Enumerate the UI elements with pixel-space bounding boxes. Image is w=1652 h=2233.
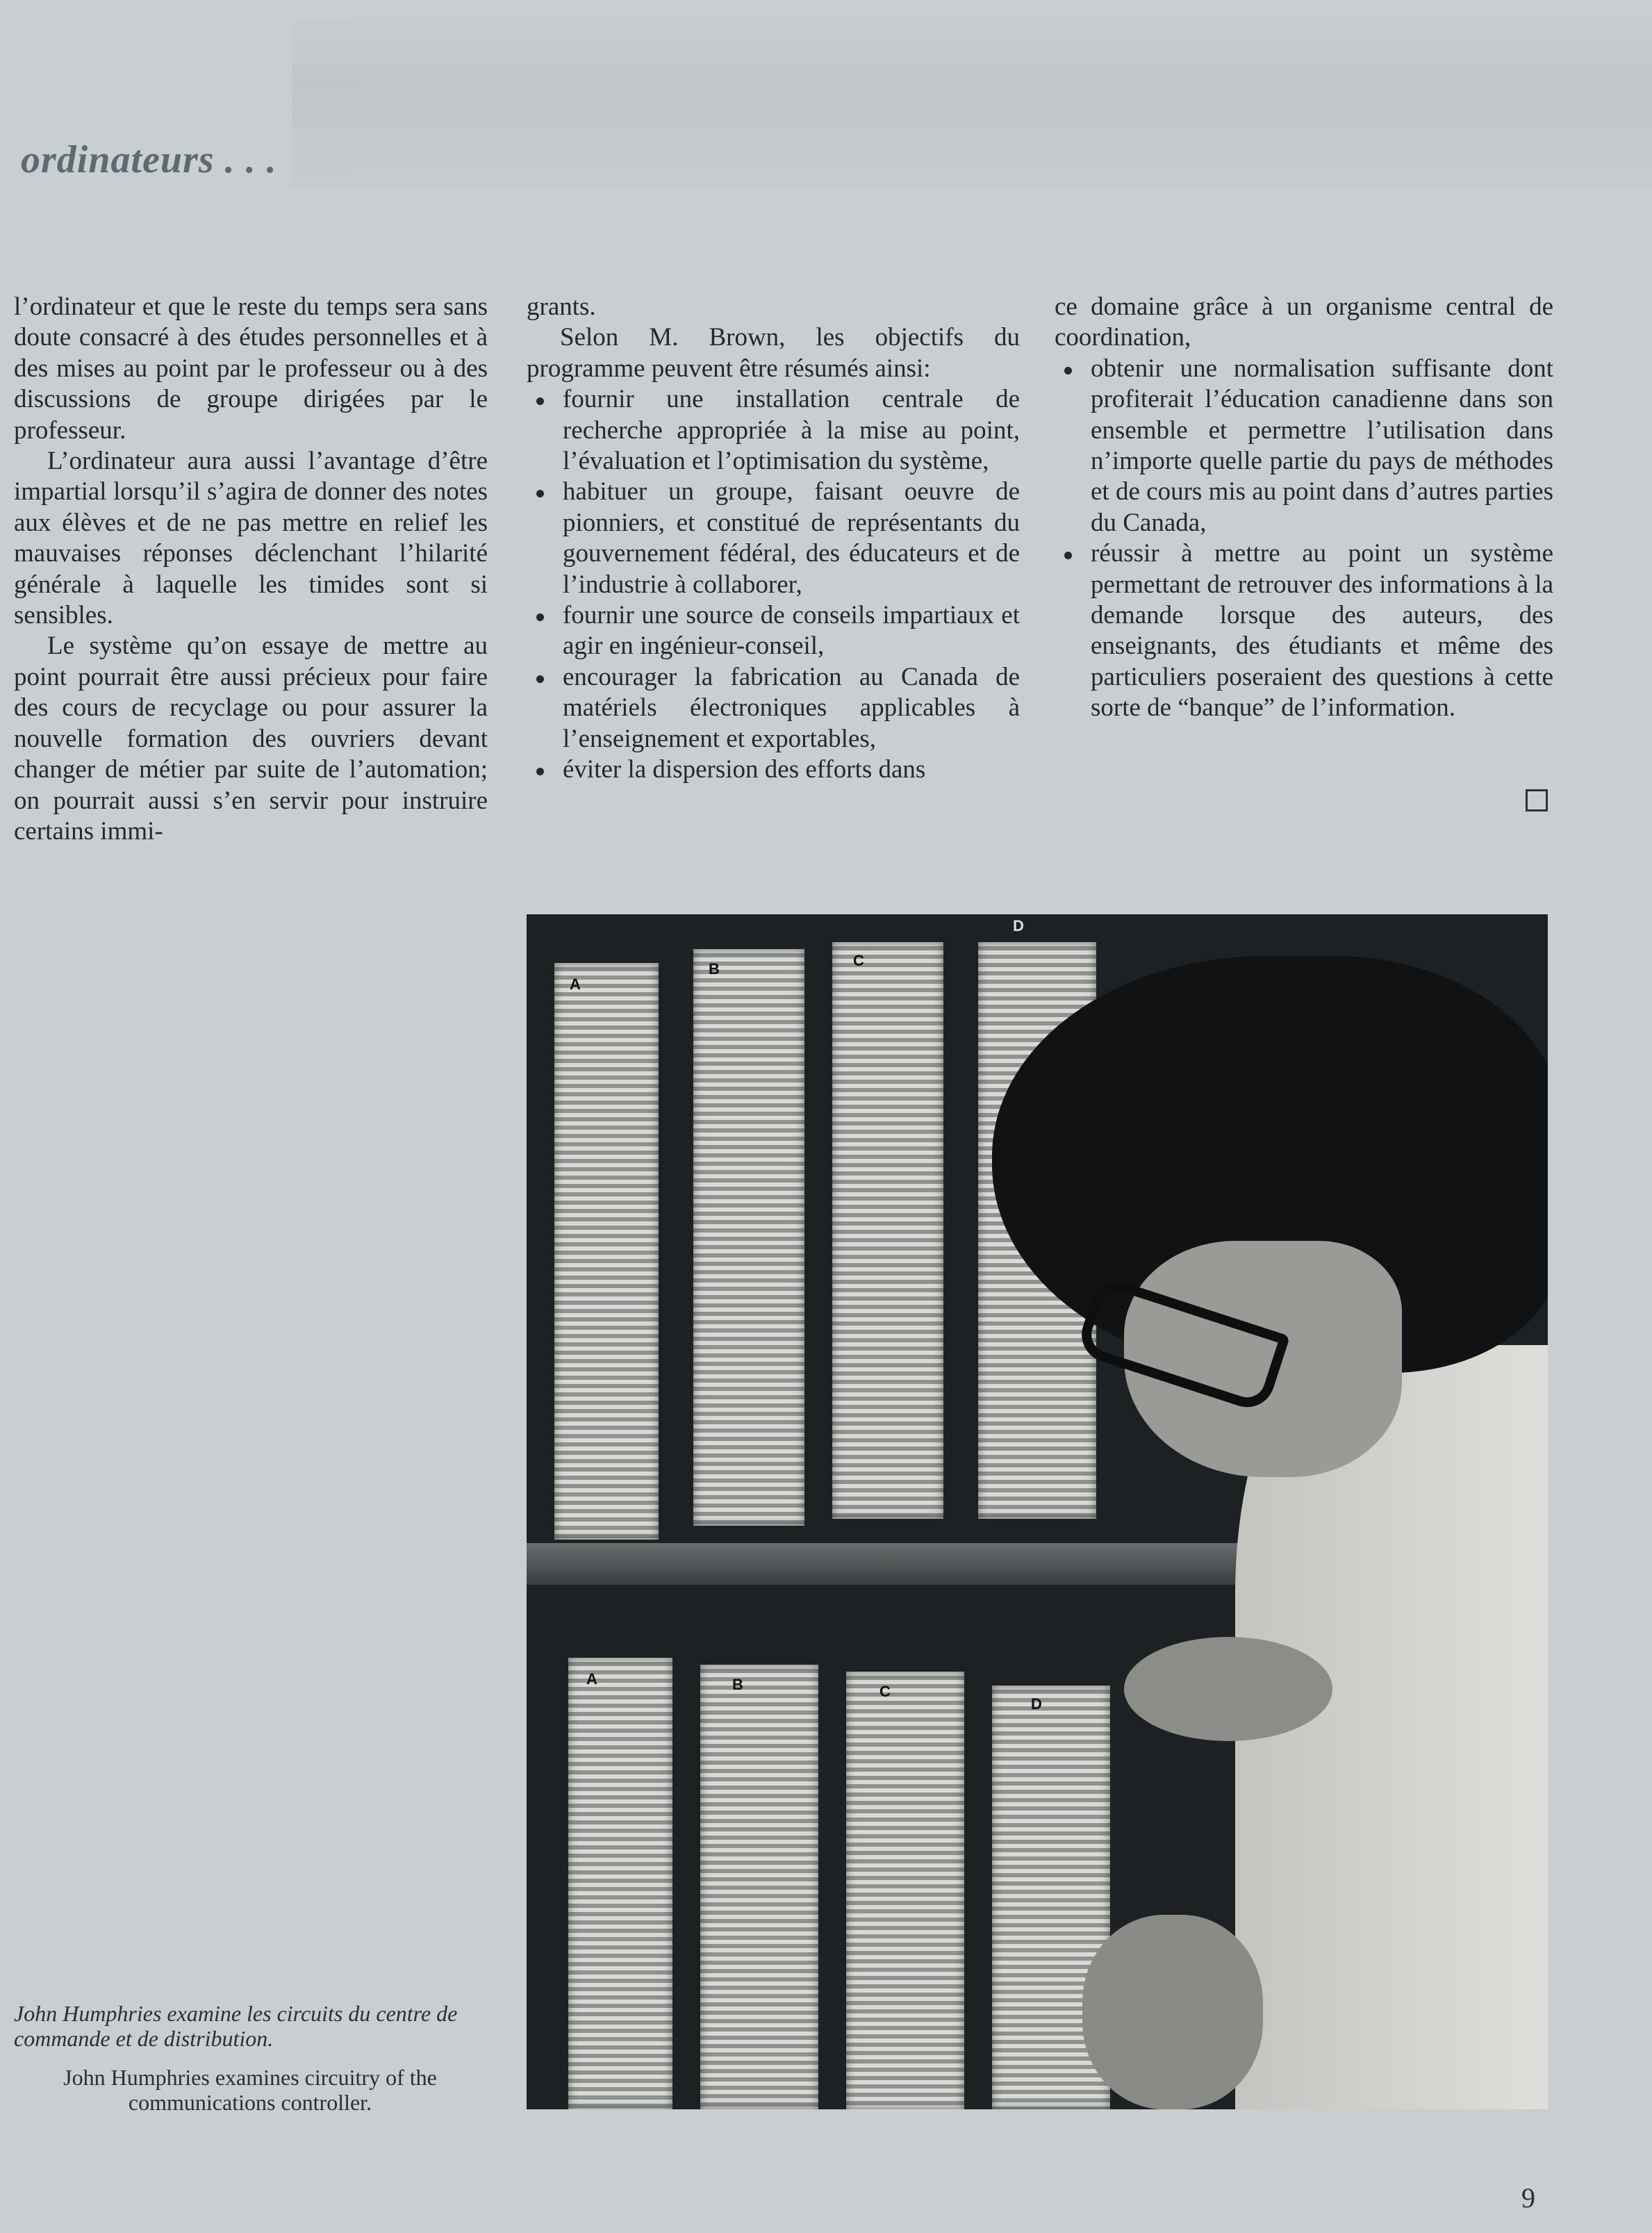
end-of-article-mark bbox=[1526, 789, 1548, 811]
list-item: habituer un groupe, faisant oeuvre de pionniers, et constitué de représentants du gouvernement fédéral, des éducateurs et de l’industrie à collaborer, bbox=[527, 477, 1020, 600]
rack-label: D bbox=[1013, 917, 1024, 934]
section-header: ordinateurs . . . bbox=[21, 138, 277, 181]
page-number: 9 bbox=[1521, 2182, 1535, 2214]
rack-label: C bbox=[853, 952, 864, 969]
list-item: fournir une installation centrale de recherche appropriée à la mise au point, l’évaluation et l’optimisation du système, bbox=[527, 384, 1020, 477]
technician-hand bbox=[1124, 1637, 1332, 1741]
rack-label: A bbox=[586, 1670, 597, 1688]
paragraph: l’ordinateur et que le reste du temps sera sans doute consacré à des études personnelles et à des mises au point par le professeur ou à des discussions de groupe dirigées par le professeur. bbox=[14, 292, 488, 445]
list-item: réussir à mettre au point un système permettant de retrouver des informations à la demande lorsque des auteurs, des enseignants, des étudiants et même des particuliers poseraient des questions à cette sorte de “banque” de l’information. bbox=[1055, 538, 1553, 723]
rack-label: C bbox=[879, 1683, 891, 1700]
list-item: obtenir une normalisation suffisante dont profiterait l’éducation canadienne dans son ensemble et permettre l’utilisation dans n’importe quelle partie du pays de méthodes et de cours mis au point dans d’autres parties du Canada, bbox=[1055, 354, 1553, 538]
paragraph: grants. bbox=[527, 292, 596, 321]
terminal-block bbox=[554, 963, 659, 1540]
objectives-list bbox=[1055, 354, 1553, 724]
paragraph: L’ordinateur aura aussi l’avantage d’être impartial lorsqu’il s’agira de donner des notes aux élèves et de ne pas mettre en relief les mauvaises réponses déclenchant l’hilarité générale à laquelle les timides sont si sensibles. bbox=[14, 447, 488, 630]
list-item: encourager la fabrication au Canada de matériels électroniques applicables à l’enseignement et exportables, bbox=[527, 662, 1020, 755]
rack-label: D bbox=[1031, 1695, 1042, 1713]
paragraph: Le système qu’on essaye de mettre au point pourrait être aussi précieux pour faire des cours de recyclage ou pour assurer la nouvelle formation des ouvriers devant changer de métier par suite de l’automation; on pourrait aussi s’en servir pour instruire certains immi- bbox=[14, 632, 488, 846]
text-column-2 bbox=[527, 292, 1020, 786]
terminal-block bbox=[846, 1672, 964, 2109]
rack-label: A bbox=[570, 975, 581, 993]
rack-label: B bbox=[732, 1676, 743, 1693]
text-column-1 bbox=[14, 292, 488, 847]
caption-english: John Humphries examines circuitry of the communications controller. bbox=[63, 2065, 437, 2115]
rack-label: B bbox=[709, 960, 720, 978]
terminal-block bbox=[700, 1665, 818, 2109]
technician-hand bbox=[1082, 1915, 1263, 2109]
list-item: éviter la dispersion des efforts dans bbox=[527, 755, 1020, 785]
photo-technician-controller bbox=[527, 914, 1548, 2109]
objectives-list bbox=[527, 384, 1020, 785]
list-item: fournir une source de conseils impartiaux et agir en ingénieur-conseil, bbox=[527, 600, 1020, 662]
show-through-text bbox=[292, 14, 1652, 188]
terminal-block bbox=[693, 949, 804, 1526]
paragraph: ce domaine grâce à un organisme central de coordination, bbox=[1055, 292, 1553, 352]
text-column-3 bbox=[1055, 292, 1553, 724]
paragraph: Selon M. Brown, les objectifs du programme peuvent être résumés ainsi: bbox=[527, 323, 1020, 383]
terminal-block bbox=[568, 1658, 672, 2109]
caption-french: John Humphries examine les circuits du centre de commande et de distribution. bbox=[14, 2001, 458, 2051]
terminal-block bbox=[832, 942, 943, 1519]
